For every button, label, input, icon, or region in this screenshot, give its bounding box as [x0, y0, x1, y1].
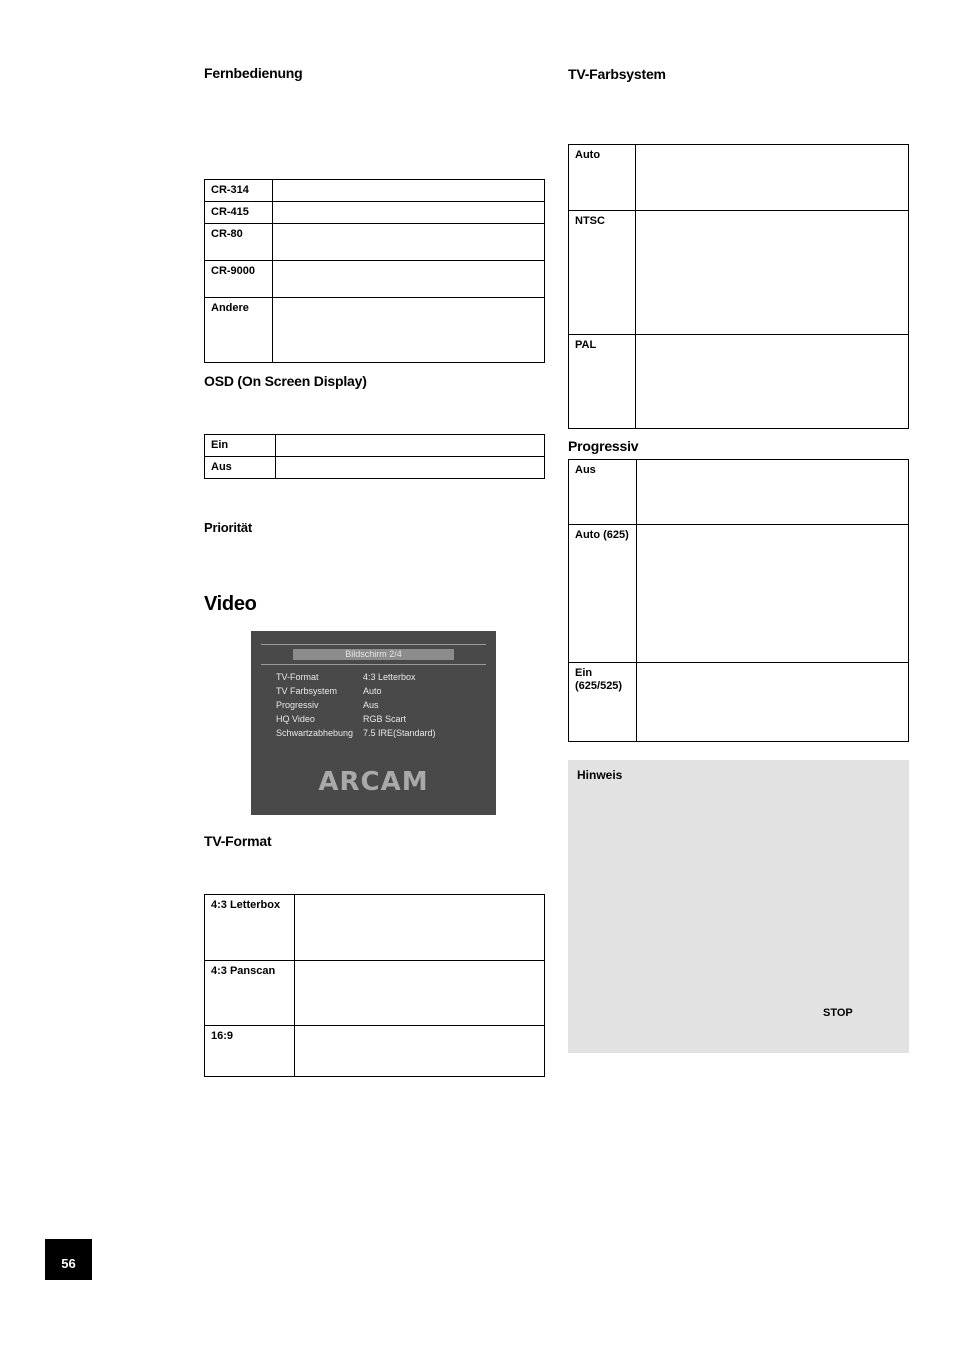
table-row [569, 525, 909, 663]
screen-row [276, 685, 382, 697]
colorsystem-table [568, 144, 909, 429]
row-description [295, 961, 545, 1026]
row-description [273, 298, 545, 363]
row-label: CR-314 [205, 180, 273, 202]
table-row [205, 435, 545, 457]
row-description [273, 261, 545, 298]
row-label: Auto (625) [569, 525, 637, 663]
row-label: CR-415 [205, 202, 273, 224]
screen-row-key: Schwartzabhebung [276, 728, 354, 738]
priority-heading: Priorität [204, 520, 253, 535]
table-row [205, 961, 545, 1026]
video-heading: Video [204, 593, 257, 615]
row-description [636, 211, 909, 335]
screen-row-value: RGB Scart [363, 714, 407, 724]
screen-row-key: TV-Format [276, 672, 319, 682]
row-label: CR-9000 [205, 261, 273, 298]
row-description [276, 457, 545, 479]
row-label: Aus [205, 457, 276, 479]
divider [261, 664, 486, 665]
table-row [569, 335, 909, 429]
screen-row [276, 713, 406, 725]
table-row [569, 460, 909, 525]
row-description [273, 202, 545, 224]
row-label: PAL [569, 335, 636, 429]
row-label: Auto [569, 145, 636, 211]
row-label: Andere [205, 298, 273, 363]
colorsystem-heading: TV-Farbsystem [568, 66, 666, 82]
table-row [205, 1026, 545, 1077]
screen-row-value: Aus [363, 700, 379, 710]
row-description [636, 335, 909, 429]
osd-heading: OSD (On Screen Display) [204, 373, 367, 389]
row-label: Ein [205, 435, 276, 457]
row-label: NTSC [569, 211, 636, 335]
row-description [295, 895, 545, 961]
screen-row [276, 699, 379, 711]
table-row [205, 298, 545, 363]
table-row [205, 224, 545, 261]
table-row [569, 663, 909, 742]
screen-row-key: HQ Video [276, 714, 315, 724]
row-description [636, 145, 909, 211]
osd-table [204, 434, 545, 479]
table-row [205, 202, 545, 224]
screen-title: Bildschirm 2/4 [293, 649, 454, 660]
row-description [273, 180, 545, 202]
divider [261, 644, 486, 645]
table-row [569, 145, 909, 211]
row-description [273, 224, 545, 261]
arcam-logo: ARCAM [318, 767, 429, 797]
row-label: Aus [569, 460, 637, 525]
progressive-heading: Progressiv [568, 438, 639, 454]
remote-heading: Fernbedienung [204, 65, 303, 81]
table-row [205, 261, 545, 298]
table-row [205, 895, 545, 961]
osd-screen-image [251, 631, 496, 815]
row-label: 4:3 Panscan [205, 961, 295, 1026]
row-label: CR-80 [205, 224, 273, 261]
row-description [637, 460, 909, 525]
tvformat-table [204, 894, 545, 1077]
note-stop-label: STOP [823, 1007, 853, 1019]
note-box [568, 760, 909, 1053]
tvformat-heading: TV-Format [204, 833, 272, 849]
row-label: 4:3 Letterbox [205, 895, 295, 961]
row-description [637, 525, 909, 663]
page-number: 56 [45, 1239, 92, 1280]
screen-row-key: TV Farbsystem [276, 686, 338, 696]
row-description [276, 435, 545, 457]
note-title: Hinweis [577, 768, 623, 782]
table-row [569, 211, 909, 335]
row-description [295, 1026, 545, 1077]
screen-row-value: Auto [363, 686, 382, 696]
screen-row-value: 4:3 Letterbox [363, 672, 416, 682]
table-row [205, 457, 545, 479]
table-row [205, 180, 545, 202]
row-label: Ein (625/525) [569, 663, 637, 742]
screen-row [276, 727, 436, 739]
progressive-table [568, 459, 909, 742]
row-description [637, 663, 909, 742]
row-label: 16:9 [205, 1026, 295, 1077]
screen-row-key: Progressiv [276, 700, 319, 710]
screen-row-value: 7.5 IRE(Standard) [363, 728, 436, 738]
remote-table [204, 179, 545, 363]
screen-row [276, 671, 416, 683]
